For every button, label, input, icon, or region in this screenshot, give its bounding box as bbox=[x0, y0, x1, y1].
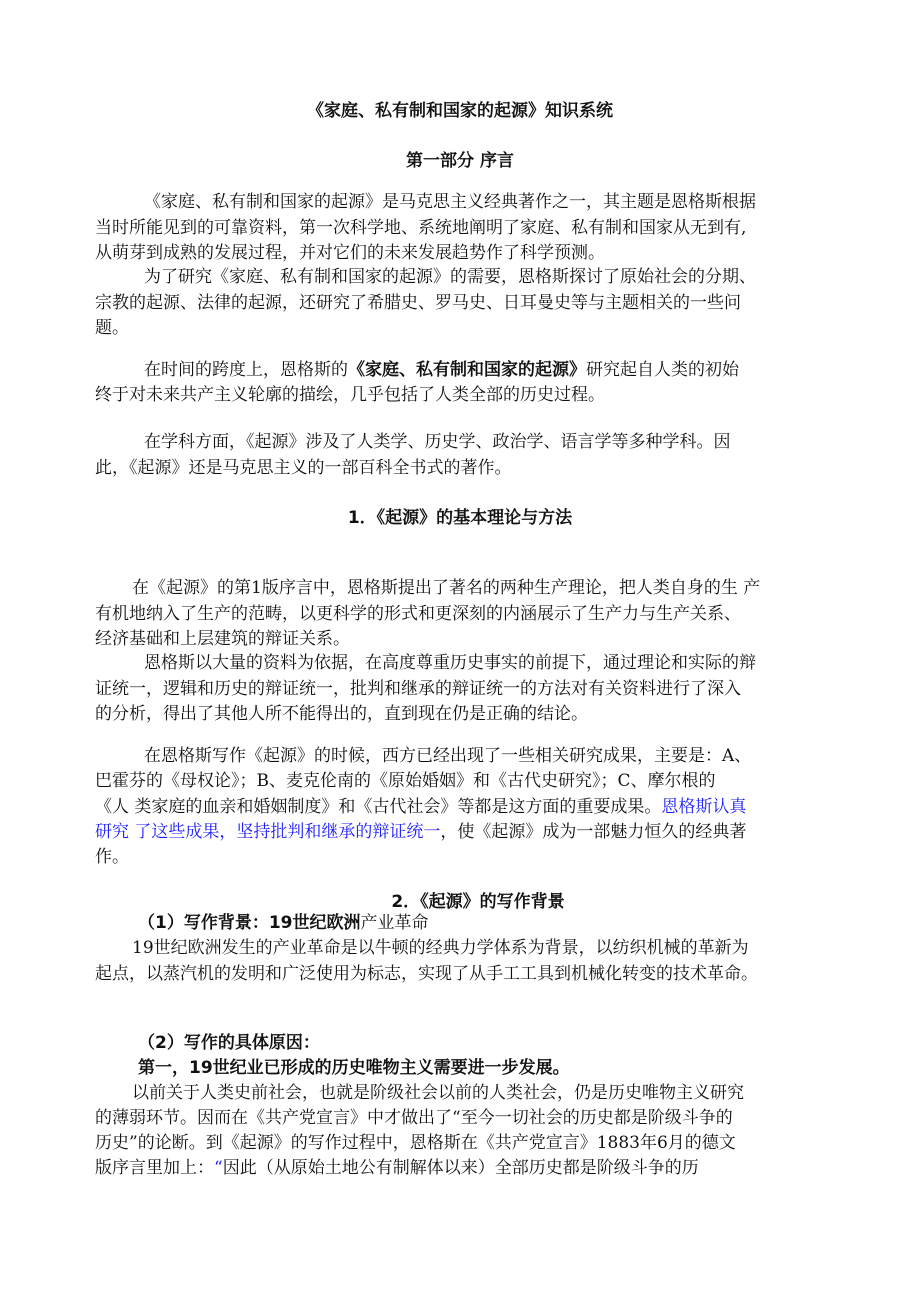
paragraph-line: 宗教的起源、法律的起源，还研究了希腊史、罗马史、日耳曼史等与主题相关的一些问 bbox=[95, 293, 741, 313]
paragraph-line bbox=[95, 819, 746, 845]
text-run: ，使《起源》成为一部魅力恒久的经典著 bbox=[440, 822, 747, 842]
paragraph-line: 巴霍芬的《母权论》；B、麦克伦南的《原始婚姻》和《古代史研究》；C、摩尔根的 bbox=[95, 771, 716, 791]
paragraph-line: 有机地纳入了生产的范畴，以更科学的形式和更深刻的内涵展示了生产力与生产关系、 bbox=[95, 604, 741, 624]
book-title-bold: 《家庭、私有制和国家的起源》 bbox=[348, 360, 586, 380]
text-run: 《人 类家庭的血亲和婚姻制度》和《古代社会》等都是这方面的重要成果。 bbox=[95, 797, 662, 817]
quote-mark: “ bbox=[214, 1158, 223, 1178]
paragraph-line: 此，《起源》还是马克思主义的一部百科全书式的著作。 bbox=[95, 458, 512, 478]
paragraph-line: 从萌芽到成熟的发展过程，并对它们的未来发展趋势作了科学预测。 bbox=[95, 243, 605, 263]
paragraph-line: 终于对未来共产主义轮廓的描绘，几乎包括了人类全部的历史过程。 bbox=[95, 385, 605, 405]
document-title: 《家庭、私有制和国家的起源》知识系统 bbox=[307, 101, 613, 121]
paragraph-line: 在学科方面，《起源》涉及了人类学、历史学、政治学、语言学等多种学科。因 bbox=[144, 432, 731, 452]
subheading-line bbox=[138, 910, 429, 936]
paragraph-line: 《家庭、私有制和国家的起源》是马克思主义经典著作之一，其主题是恩格斯根据 bbox=[144, 192, 756, 212]
highlighted-text: 研究 了这些成果，坚持批判和继承的辩证统一 bbox=[95, 822, 441, 842]
text-run: 在时间的跨度上，恩格斯的 bbox=[144, 360, 348, 380]
paragraph-line bbox=[95, 794, 746, 820]
paragraph-line: 题。 bbox=[95, 318, 129, 338]
paragraph-line: 以前关于人类史前社会，也就是阶级社会以前的人类社会，仍是历史唯物主义研究 bbox=[132, 1083, 744, 1103]
paragraph-line: 为了研究《家庭、私有制和国家的起源》的需要，恩格斯探讨了原始社会的分期、 bbox=[144, 267, 756, 287]
text-run: 版序言里加上： bbox=[95, 1158, 214, 1178]
paragraph-line: 作。 bbox=[95, 847, 129, 867]
paragraph-line: 恩格斯以大量的资料为依据，在高度尊重历史事实的前提下，通过理论和实际的辩 bbox=[144, 653, 756, 673]
paragraph-line: 历史”的论断。到《起源》的写作过程中，恩格斯在《共产党宣言》1883年6月的德文 bbox=[95, 1133, 736, 1153]
highlighted-text: 恩格斯认真 bbox=[661, 797, 747, 817]
paragraph-line: 的薄弱环节。因而在《共产党宣言》中才做出了“至今一切社会的历史都是阶级斗争的 bbox=[95, 1108, 733, 1128]
paragraph-line bbox=[95, 1155, 699, 1181]
paragraph-line: 经济基础和上层建筑的辩证关系。 bbox=[95, 629, 350, 649]
paragraph-line: 的分析，得出了其他人所不能得出的，直到现在仍是正确的结论。 bbox=[95, 704, 588, 724]
paragraph-line: 在《起源》的第1版序言中，恩格斯提出了著名的两种生产理论，把人类自身的生 产 bbox=[132, 578, 761, 598]
subheading-bold: （1）写作背景：19世纪欧洲 bbox=[138, 913, 361, 933]
paragraph-line: 证统一，逻辑和历史的辩证统一，批判和继承的辩证统一的方法对有关资料进行了深入 bbox=[95, 679, 741, 699]
subheading-line: 第一，19世纪业已形成的历史唯物主义需要进一步发展。 bbox=[138, 1058, 570, 1078]
text-run: 研究起自人类的初始 bbox=[586, 360, 739, 380]
text-run: 产业革命 bbox=[360, 913, 429, 933]
subheading-line: （2）写作的具体原因： bbox=[138, 1033, 320, 1053]
text-run: 因此（从原始土地公有制解体以来）全部历史都是阶级斗争的历 bbox=[222, 1158, 699, 1178]
section-heading-2: 2．《起源》的写作背景 bbox=[391, 892, 565, 912]
paragraph-line: 当时所能见到的可靠资料，第一次科学地、系统地阐明了家庭、私有制和国家从无到有, bbox=[95, 218, 747, 238]
paragraph-line bbox=[144, 357, 739, 383]
part-heading: 第一部分 序言 bbox=[406, 151, 514, 171]
paragraph-line: 起点，以蒸汽机的发明和广泛使用为标志，实现了从手工工具到机械化转变的技术革命。 bbox=[95, 964, 758, 984]
paragraph-line: 在恩格斯写作《起源》的时候，西方已经出现了一些相关研究成果，主要是：A、 bbox=[144, 746, 752, 766]
section-heading-1: 1．《起源》的基本理论与方法 bbox=[347, 508, 573, 528]
paragraph-line: 19世纪欧洲发生的产业革命是以牛顿的经典力学体系为背景，以纺织机械的革新为 bbox=[132, 938, 749, 958]
